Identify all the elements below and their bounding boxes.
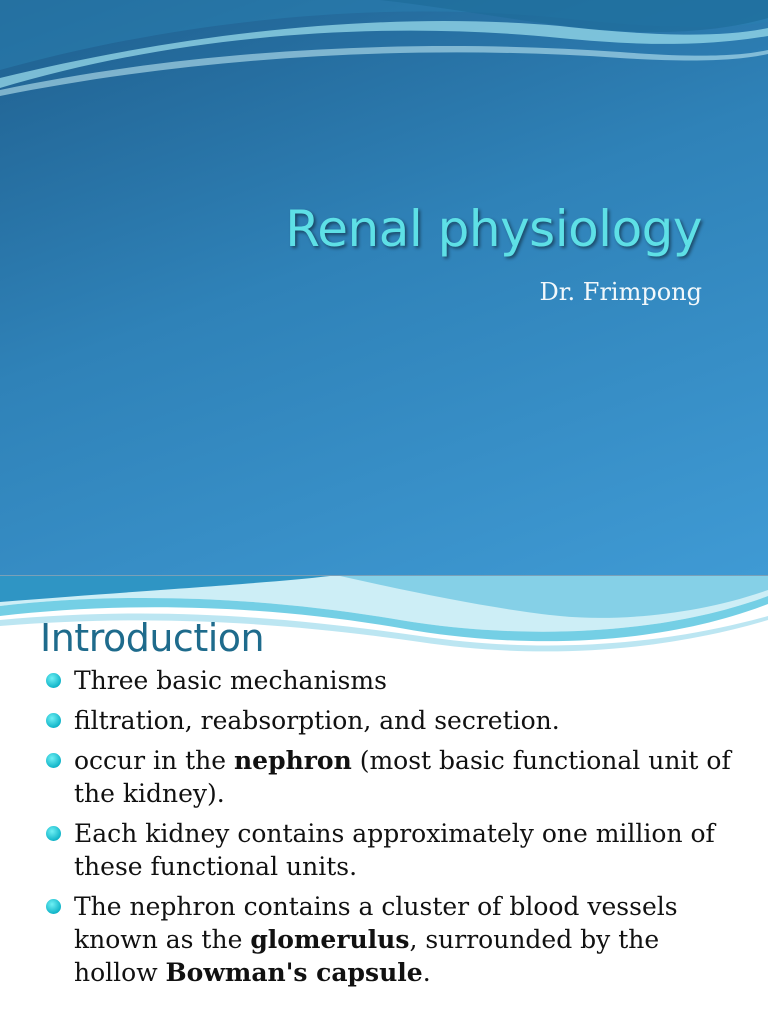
slide-title: Renal physiology [285, 200, 702, 258]
bullet-icon [46, 673, 61, 688]
slide-subtitle: Dr. Frimpong [539, 278, 702, 306]
bullet-text: Three basic mechanisms [74, 666, 387, 695]
bullet-item [44, 664, 744, 697]
content-slide [0, 576, 768, 1024]
bullet-text: Each kidney contains approximately one million of these functional units. [74, 819, 715, 881]
bullet-text: (most basic functional unit of the kidney). [74, 746, 731, 808]
bullet-text: , surrounded by the hollow [74, 925, 660, 987]
wave-decoration [0, 0, 768, 110]
bullet-item [44, 817, 744, 883]
bullet-text: filtration, reabsorption, and secretion. [74, 706, 560, 735]
bullet-bold-text: nephron [234, 746, 352, 775]
bullet-text: . [422, 958, 431, 987]
bullet-icon [46, 899, 61, 914]
bullet-icon [46, 713, 61, 728]
bullet-item [44, 744, 744, 810]
bullet-icon [46, 826, 61, 841]
bullet-icon [46, 753, 61, 768]
bullet-item [44, 890, 744, 989]
bullet-text: occur in the [74, 746, 234, 775]
bullet-bold-text: Bowman's capsule [165, 958, 423, 987]
slide-title: Introduction [40, 616, 265, 660]
bullet-list [44, 664, 744, 996]
bullet-bold-text: glomerulus [250, 925, 410, 954]
bullet-item [44, 704, 744, 737]
bullet-text: The nephron contains a cluster of blood vessels known as the [74, 892, 678, 954]
